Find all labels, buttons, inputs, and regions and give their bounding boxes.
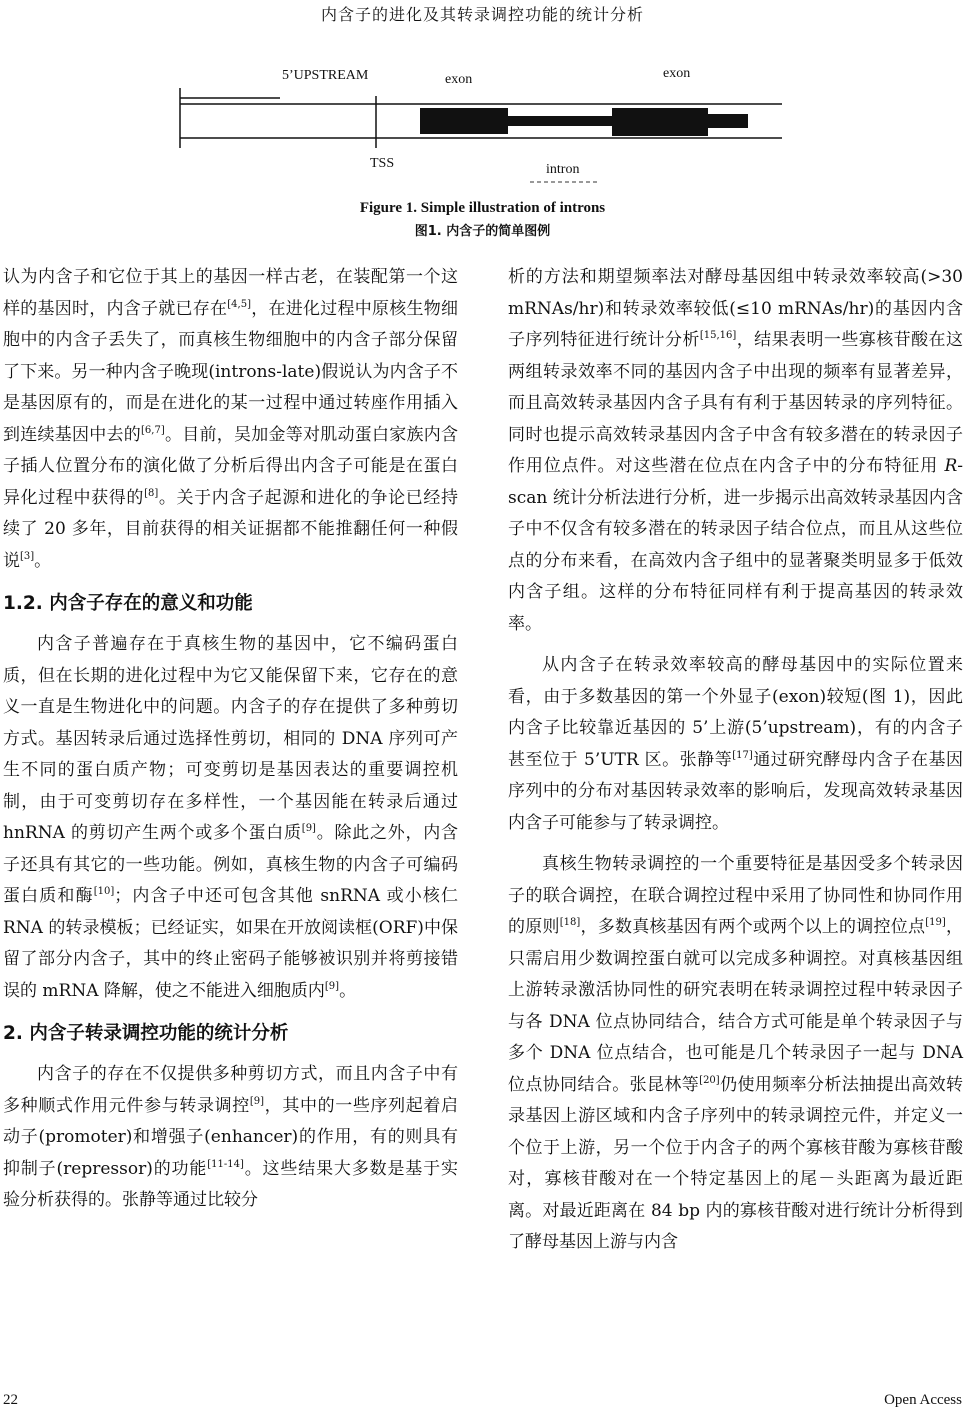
- citation[interactable]: [20]: [699, 1074, 720, 1086]
- citation[interactable]: [9]: [324, 980, 340, 992]
- intron-band: [508, 116, 612, 126]
- figure-caption-english: Figure 1. Simple illustration of introns: [359, 200, 606, 216]
- intron-label: intron: [546, 162, 580, 177]
- exon-2-tail: [708, 114, 748, 128]
- right-column: [508, 262, 963, 1259]
- citation[interactable]: [19]: [925, 917, 946, 928]
- citation[interactable]: [6,7]: [141, 424, 165, 436]
- citation[interactable]: [11-14]: [207, 1158, 244, 1170]
- citation[interactable]: [9]: [301, 823, 316, 834]
- intron-figure: [170, 60, 790, 195]
- gene-structure-diagram: [170, 60, 790, 195]
- citation[interactable]: [18]: [559, 917, 581, 928]
- open-access-label: Open Access: [884, 1392, 962, 1408]
- citation[interactable]: [9]: [249, 1095, 265, 1107]
- exon-1-block: [420, 108, 508, 134]
- paragraph-intron-function: 内含子普遍存在于真核生物的基因中，它不编码蛋白质，但在长期的进化过程中为它又能保留下来，它存在的意义一直是生物进化中的问题。内含子的存在提供了多种剪切方式。基因转录后通过选择性剪切，相同的 DNA 序列可产生不同的蛋白质产物；可变剪切是基因表达的重要调控机制，由于可变剪切存在多样性，一个基因能在转录后通过 hnRNA 的剪切产生两个或多个蛋白质[9]。除此之外，内含子还具有其它的一些功能。例如，真核生物的内含子可编码蛋白质和酶[10]；内含子中还可包含其他 snRNA 或小核仁 RNA 的转录模板；已经证实，如果在开放阅读框(ORF)中保留了部分内含子，其中的终止密码子能够被识别并将剪接错误的 mRNA 降解，使之不能进入细胞质内[9]。: [3, 634, 459, 1001]
- paragraph-introns-early: 认为内含子和它位于其上的基因一样古老，在装配第一个这样的基因时，内含子就已存在[4,5]，在进化过程中原核生物细胞中的内含子丢失了，而真核生物细胞中的内含子部分保留了下来。另一种内含子晚现(introns-late)假说认为内含子不是基因原有的，而是在进化的某一过程中通过转座作用插入到连续基因中去的[6,7]。目前，吴加金等对肌动蛋白家族内含子插人位置分布的演化做了分析后得出内含子可能是在蛋白异化过程中获得的[8]。关于内含子起源和进化的争论已经持续了 20 多年，目前获得的相关证据都不能推翻任何一种假说[3]。: [3, 267, 459, 571]
- citation[interactable]: [17]: [732, 749, 753, 761]
- section-heading-2: 2. 内含子转录调控功能的统计分析: [3, 1023, 289, 1044]
- citation[interactable]: [8]: [144, 487, 159, 499]
- paragraph-statistical-analysis: 析的方法和期望频率法对酵母基因组中转录效率较高(>30 mRNAs/hr)和转录效率较低(≤10 mRNAs/hr)的基因内含子序列特征进行统计分析[15,16]，结果表明一些寡核苷酸在这两组转录效率不同的基因内含子中出现的频率有显著差异，而且高效转录基因内含子具有有利于基因转录的序列特征。同时也提示高效转录基因内含子中含有较多潜在的转录因子作用位点件。对这些潜在位点在内含子中的分布特征用 R-scan 统计分析法进行分析，进一步揭示出高效转录基因内含子中不仅含有较多潜在的转录因子结合位点，而且从这些位点的分布来看，在高效内含子组中的显著聚类明显多于低效内含子组。这样的分布特征同样有利于提高基因的转录效率。: [508, 267, 964, 634]
- exon-label-1: exon: [445, 72, 473, 87]
- figure-caption-chinese: 图1. 内含子的简单图例: [414, 224, 551, 239]
- running-header: 内含子的进化及其转录调控功能的统计分析: [320, 5, 644, 24]
- left-column: [3, 262, 458, 1217]
- page-number: 22: [3, 1392, 18, 1408]
- citation[interactable]: [15,16]: [699, 330, 737, 341]
- citation[interactable]: [3]: [20, 550, 35, 562]
- upstream-label: 5’UPSTREAM: [282, 68, 369, 83]
- tss-label: TSS: [370, 156, 395, 171]
- exon-label-2: exon: [663, 66, 691, 81]
- citation[interactable]: [10]: [93, 886, 115, 897]
- section-heading-1-2: 1.2. 内含子存在的意义和功能: [3, 593, 253, 614]
- paragraph-intron-position: 从内含子在转录效率较高的酵母基因中的实际位置来看，由于多数基因的第一个外显子(exon)较短(图 1)，因此内含子比较靠近基因的 5’上游(5’upstream)，有的内含子甚至位于 5’UTR 区。张静等[17]通过研究酵母内含子在基因序列中的分布对基因转录效率的影响后，发现高效转录基因内含子可能参与了转录调控。: [508, 655, 963, 833]
- citation[interactable]: [4,5]: [227, 298, 251, 310]
- paragraph-regulation-intro: 内含子的存在不仅提供多种剪切方式，而且内含子中有多种顺式作用元件参与转录调控[9]，其中的一些序列起着启动子(promoter)和增强子(enhancer)的作用，有的则具有抑制子(repressor)的功能[11-14]。这些结果大多数是基于实验分析获得的。张静等通过比较分: [3, 1064, 459, 1210]
- exon-2-block: [612, 108, 708, 136]
- paragraph-cooperative-regulation: 真核生物转录调控的一个重要特征是基因受多个转录因子的联合调控，在联合调控过程中采用了协同性和协同作用的原则[18]，多数真核基因有两个或两个以上的调控位点[19]，只需启用少数调控蛋白就可以完成多种调控。对真核基因组上游转录激活协同性的研究表明在转录调控过程中转录因子与各 DNA 位点协同结合，结合方式可能是单个转录因子与多个 DNA 位点结合，也可能是几个转录因子一起与 DNA 位点协同结合。张昆林等[20]仍使用频率分析法抽提出高效转录基因上游区域和内含子序列中的转录调控元件，并定义一个位于上游，另一个位于内含子的两个寡核苷酸为寡核苷酸对，寡核苷酸对在一个特定基因上的尾－头距离为最近距离。对最近距离在 84 bp 内的寡核苷酸对进行统计分析得到了酵母基因上游与内含: [508, 854, 964, 1252]
